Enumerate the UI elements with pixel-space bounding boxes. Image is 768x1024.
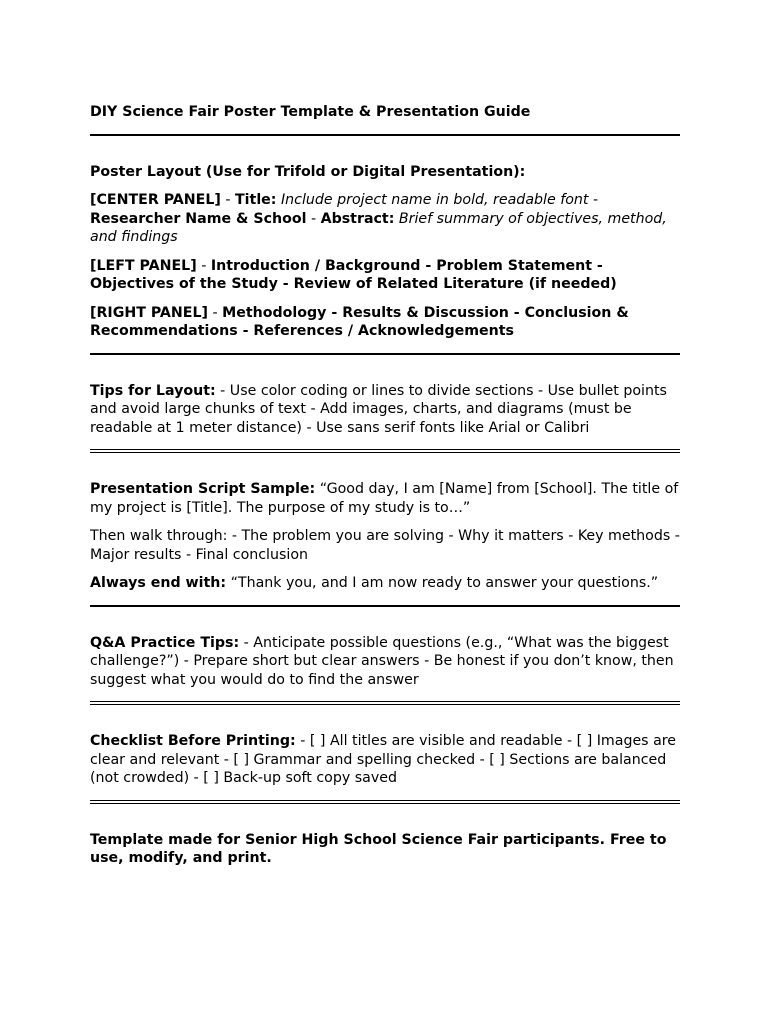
- double-divider: [90, 701, 680, 705]
- script-paragraph: [90, 480, 680, 517]
- checklist-paragraph: [90, 732, 680, 788]
- qa-paragraph: [90, 634, 680, 690]
- left-panel-content: Introduction / Background - Problem Statement - Objectives of the Study - Review of Related Literature (if needed): [90, 257, 617, 292]
- checklist-section: [90, 732, 680, 788]
- right-panel-content: Methodology - Results & Discussion - Conclusion & Recommendations - References / Acknowledgements: [90, 304, 629, 339]
- divider: [90, 134, 680, 136]
- center-panel-label: [CENTER PANEL]: [90, 192, 221, 208]
- center-panel-paragraph: [CENTER PANEL] - Title: Include project name in bold, readable font - Researcher Name & School - Abstract: Brief summary of objectives, method, and findings: [90, 192, 667, 245]
- checklist-label: Checklist Before Printing:: [90, 733, 296, 749]
- script-label: Presentation Script Sample:: [90, 481, 316, 497]
- script-text: “Good day, I am [Name] from [School]. The title of my project is [Title]. The purpose of my study is to…”: [90, 481, 679, 516]
- tips-layout-paragraph: [90, 382, 680, 438]
- divider: [90, 353, 680, 355]
- checklist-text: - [ ] All titles are visible and readable - [ ] Images are clear and relevant - [ ] Grammar and spelling checked - [ ] Sections are balanced (not crowded) - [ ] Back-up soft copy saved: [90, 733, 677, 786]
- left-panel-paragraph: [LEFT PANEL] - Introduction / Background - Problem Statement - Objectives of the Study - Review of Related Literature (if needed): [90, 257, 617, 292]
- title-label: Title:: [235, 192, 277, 208]
- qa-text: - Anticipate possible questions (e.g., “What was the biggest challenge?”) - Prepare short but clear answers - Be honest if you don’t know, then suggest what you would do to find the answer: [90, 634, 674, 688]
- footer-section: [90, 831, 680, 868]
- tips-layout-text: - Use color coding or lines to divide sections - Use bullet points and avoid large chunks of text - Add images, charts, and diagrams (must be readable at 1 meter distance) - Use sans serif fonts like Arial or Calibri: [90, 382, 667, 436]
- footer-note: Template made for Senior High School Science Fair participants. Free to use, modify, and print.: [90, 831, 667, 866]
- title-description: Include project name in bold, readable font: [276, 192, 589, 208]
- double-divider: [90, 800, 680, 804]
- tips-layout-label: Tips for Layout:: [90, 382, 216, 399]
- walk-through-paragraph: Then walk through: - The problem you are solving - Why it matters - Key methods - Major results - Final conclusion: [90, 528, 680, 563]
- poster-layout-heading: Poster Layout (Use for Trifold or Digital Presentation):: [90, 163, 526, 180]
- right-panel-paragraph: [RIGHT PANEL] - Methodology - Results & Discussion - Conclusion & Recommendations - References / Acknowledgements: [90, 304, 629, 339]
- document-body: [90, 103, 680, 868]
- tips-layout-section: [90, 382, 680, 438]
- right-panel-label: [RIGHT PANEL]: [90, 304, 208, 321]
- script-section: [90, 480, 680, 593]
- closing-paragraph: [90, 574, 680, 593]
- qa-label: Q&A Practice Tips:: [90, 634, 240, 651]
- left-panel-label: [LEFT PANEL]: [90, 257, 197, 274]
- closing-text: “Thank you, and I am now ready to answer your questions.”: [226, 575, 659, 591]
- document-title: DIY Science Fair Poster Template & Presentation Guide: [90, 104, 531, 120]
- divider: [90, 605, 680, 607]
- researcher-label: Researcher Name & School: [90, 210, 307, 227]
- double-divider: [90, 449, 680, 453]
- abstract-description: Brief summary of objectives, method, and findings: [90, 210, 667, 245]
- qa-section: [90, 634, 680, 690]
- abstract-label: Abstract:: [320, 210, 395, 227]
- closing-label: Always end with:: [90, 575, 227, 591]
- poster-layout-section: [90, 163, 680, 341]
